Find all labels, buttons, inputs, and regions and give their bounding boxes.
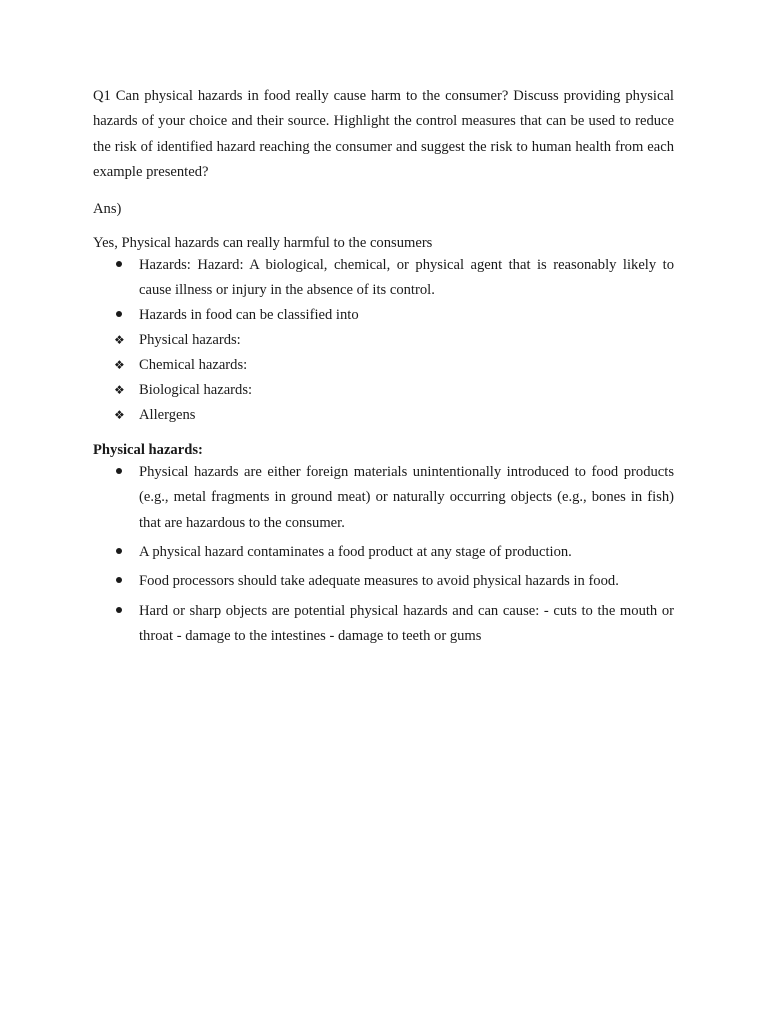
- list-item-text: Physical hazards are either foreign materials unintentionally introduced to food products (e.g., metal fragments in ground meat) or naturally occurring objects (e.g., bones in fish) that are hazardous to the consumer.: [139, 464, 674, 531]
- diamond-bullet-icon: ❖: [114, 358, 125, 373]
- list-item-text: Hazards in food can be classified into: [139, 307, 359, 324]
- answer-intro: Yes, Physical hazards can really harmful to the consumers: [93, 235, 433, 252]
- bullet-icon: [116, 548, 122, 554]
- list-item-text: Hard or sharp objects are potential physical hazards and can cause: - cuts to the mouth or throat - damage to the intestines - damage to teeth or gums: [139, 602, 674, 644]
- bullet-icon: [116, 261, 122, 267]
- list-item: [93, 328, 674, 353]
- list-item: [93, 403, 674, 428]
- list-item: [93, 303, 674, 328]
- list-item-text: Hazards: Hazard: A biological, chemical, or physical agent that is reasonably likely to cause illness or injury in the absence of its control.: [139, 257, 674, 299]
- answer-label: Ans): [93, 201, 122, 218]
- list-item-text: Food processors should take adequate measures to avoid physical hazards in food.: [139, 573, 619, 590]
- bullet-icon: [116, 311, 122, 317]
- section-heading: Physical hazards:: [93, 442, 203, 459]
- list-item: [93, 353, 674, 378]
- list-item: [93, 378, 674, 403]
- list-item-text: Physical hazards:: [139, 332, 241, 349]
- diamond-bullet-icon: ❖: [114, 408, 125, 423]
- list-item: [93, 253, 674, 303]
- list-item-text: Biological hazards:: [139, 382, 253, 399]
- list-item-text: A physical hazard contaminates a food product at any stage of production.: [139, 544, 572, 561]
- question-text: Q1 Can physical hazards in food really cause harm to the consumer? Discuss providing physical hazards of your choice and their source. Highlight the control measures that can be used to reduce the risk of identified hazard reaching the consumer and suggest the risk to human health from each example presented?: [93, 88, 674, 180]
- diamond-bullet-icon: ❖: [114, 333, 125, 348]
- document-page: [93, 84, 674, 653]
- hazard-list: [93, 253, 674, 428]
- list-item: [93, 540, 674, 565]
- bullet-icon: [116, 468, 122, 474]
- list-item: [93, 599, 674, 650]
- physical-hazard-list: [93, 460, 674, 649]
- list-item: [93, 460, 674, 536]
- diamond-bullet-icon: ❖: [114, 383, 125, 398]
- list-item-text: Chemical hazards:: [139, 357, 248, 374]
- list-item: [93, 569, 674, 594]
- bullet-icon: [116, 607, 122, 613]
- list-item-text: Allergens: [139, 407, 196, 424]
- bullet-icon: [116, 577, 122, 583]
